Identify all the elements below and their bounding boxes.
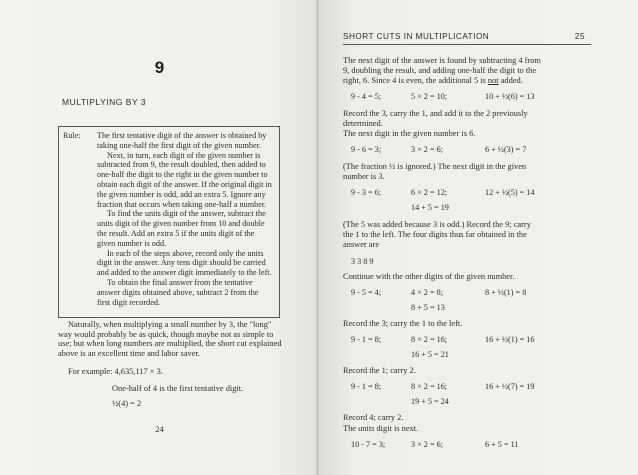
text-line: 9, doubling the result, and adding one-half the digit to the — [343, 66, 537, 75]
calc-step: 6 + 5 = 11 — [485, 440, 519, 449]
text-line: determined. — [343, 119, 383, 128]
calc-step: 9 - 6 = 3; — [351, 145, 382, 154]
header-rule — [343, 44, 591, 45]
chapter-title: MULTIPLYING BY 3 — [62, 97, 147, 107]
calc-step: 3 × 2 = 6; — [411, 145, 443, 154]
calc-step: 16 + ½(7) = 19 — [485, 382, 535, 391]
calc-step: 8 × 2 = 16; — [411, 382, 448, 391]
calc-step: 8 + 5 = 13 — [411, 303, 445, 312]
text-line: Record the 3, carry the 1, and add it to the 2 previously — [343, 109, 528, 118]
text-span: added. — [498, 76, 523, 85]
rule-label: Rule: — [63, 131, 81, 140]
rule-body — [97, 131, 273, 307]
body-text — [58, 320, 284, 358]
example-intro: For example: 4,635,117 × 3. — [68, 367, 163, 376]
example-calc: ½(4) = 2 — [112, 399, 142, 408]
text-line: The units digit is next. — [343, 424, 419, 433]
calc-step: 3 × 2 = 6; — [411, 440, 443, 449]
text-span: right, 6. Since 4 is even, the additional 5 is — [343, 76, 488, 85]
text-line: The next digit in the given number is 6. — [343, 129, 476, 138]
body-paragraph: Naturally, when multiplying a small number by 3, the "long" way would probably be as quick, though maybe not as simple to use; but when long numbers are multiplied, the short cut explained above is an excellent time and labor saver. — [58, 320, 282, 358]
calc-step: 9 - 4 = 5; — [351, 92, 382, 101]
page-number: 25 — [574, 32, 585, 41]
calc-step: 6 × 2 = 12; — [411, 188, 448, 197]
calc-step: 4 × 2 = 8; — [411, 288, 443, 297]
emphasis-not: not — [487, 76, 499, 85]
text-line: the 1 to the left. The four digits thus far obtained in the — [343, 230, 527, 239]
page-number: 24 — [155, 424, 164, 434]
rule-paragraph: In each of the steps above, record only the units digit in the answer. Any tens digit should be carried and added to the answer digit immediately to the left. — [97, 248, 272, 278]
calc-step: 10 + ½(6) = 13 — [485, 92, 535, 101]
calc-step: 10 - 7 = 3; — [351, 440, 386, 449]
calc-step: 9 - 3 = 6; — [351, 188, 382, 197]
chapter-number: 9 — [154, 58, 165, 77]
rule-paragraph: To find the units digit of the answer, subtract the units digit of the given number from 10 and double the result. Add an extra 5 if the units digit of the given number is odd. — [97, 209, 266, 248]
calc-step: 8 + ½(1) = 8 — [485, 288, 527, 297]
text-line: Record the 3; carry the 1 to the left. — [343, 319, 463, 328]
text-line: Record 4; carry 2. — [343, 413, 404, 422]
text-line: number is 3. — [343, 172, 385, 181]
digits-so-far: 3 3 8 9 — [351, 257, 374, 266]
text-line: Continue with the other digits of the given number. — [343, 272, 515, 281]
text-line: (The fraction ½ is ignored.) The next digit in the given — [343, 162, 527, 171]
text-line: answer are — [343, 240, 380, 249]
text-line: (The 5 was added because 3 is odd.) Record the 9; carry — [343, 220, 531, 229]
calc-step: 19 + 5 = 24 — [411, 397, 449, 406]
text-line: The next digit of the answer is found by subtracting 4 from — [343, 56, 541, 65]
running-head-title: SHORT CUTS IN MULTIPLICATION — [343, 32, 490, 41]
calc-step: 16 + ½(1) = 16 — [485, 335, 535, 344]
example-step: One-half of 4 is the first tentative digit. — [112, 384, 244, 393]
calc-step: 5 × 2 = 10; — [411, 92, 448, 101]
calc-step: 14 + 5 = 19 — [411, 203, 449, 212]
rule-paragraph: Next, in turn, each digit of the given number is subtracted from 9, the result doubled, then added to one-half the digit to the right in the given number to obtain each digit of the answer. If the original digit in the given number is odd, add an extra 5. Ignore any fraction that occurs when taking one-half a number. — [97, 150, 272, 209]
right-page — [319, 0, 638, 475]
rule-paragraph: The first tentative digit of the answer is obtained by taking one-half the first digit of the given number. — [97, 131, 267, 150]
calc-step: 16 + 5 = 21 — [411, 350, 449, 359]
text-line: Record the 1; carry 2. — [343, 366, 416, 375]
calc-step: 9 - 1 = 8; — [351, 382, 382, 391]
text-line — [343, 76, 523, 85]
calc-step: 12 + ½(5) = 14 — [485, 188, 535, 197]
calc-step: 6 + ½(3) = 7 — [485, 145, 527, 154]
rule-paragraph: To obtain the final answer from the tentative answer digits obtained above, subtract 2 from the first digit recorded. — [97, 277, 259, 307]
calc-step: 8 × 2 = 16; — [411, 335, 448, 344]
rule-box — [58, 126, 280, 318]
calc-step: 9 - 5 = 4; — [351, 288, 382, 297]
calc-step: 9 - 1 = 8; — [351, 335, 382, 344]
